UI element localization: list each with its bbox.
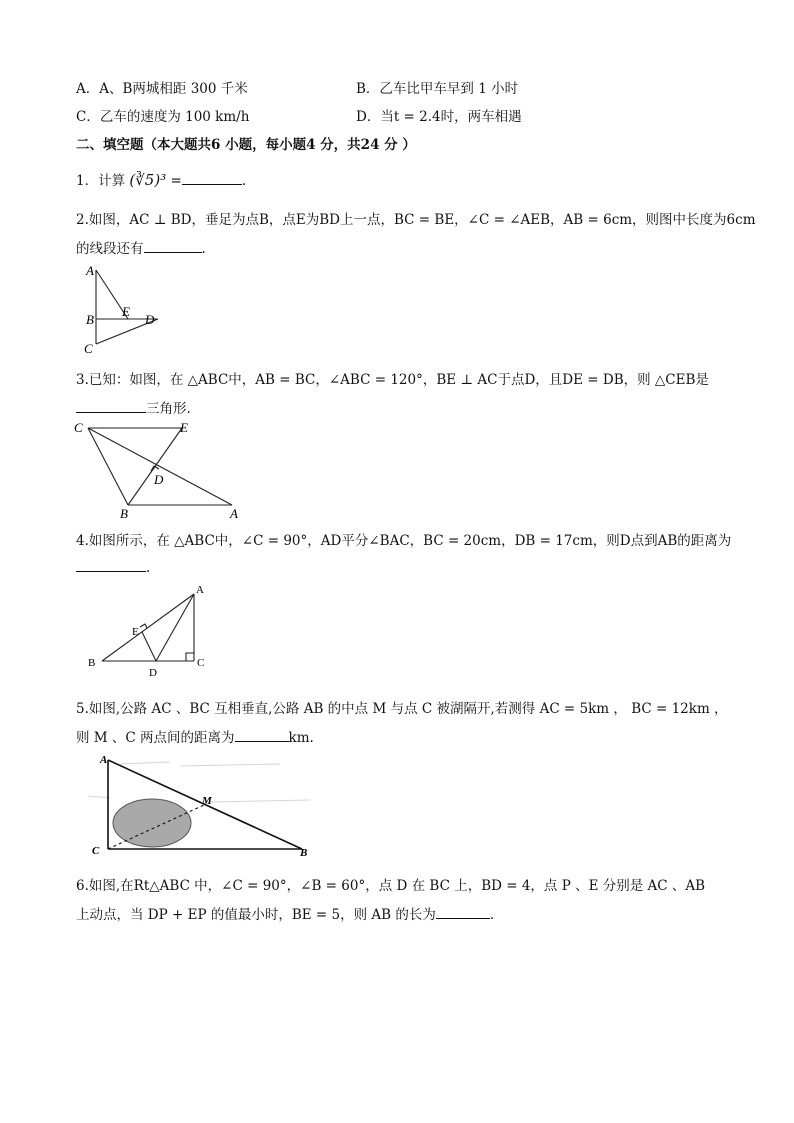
option-a: A．A、B两城相距 300 千米 (76, 81, 248, 97)
q5-label-m: M (202, 795, 212, 807)
option-d: D．当t = 2.4时，两车相遇 (356, 109, 522, 125)
q2-label-a: A (86, 263, 94, 278)
q2-answer-blank[interactable] (144, 238, 202, 253)
q5-label-c: C (92, 845, 100, 857)
q6-line2b: . (489, 907, 495, 923)
q2-label-e: E (122, 304, 130, 319)
figure-q2 (78, 262, 168, 358)
q1-text-b: = (170, 173, 182, 189)
option-b: B．乙车比甲车早到 1 小时 (356, 81, 519, 97)
q3-line1: 3.已知：如图，在 △ABC中，AB = BC，∠ABC = 120°，BE ⊥ AC于点D，且DE = DB，则 △CEB是 (76, 372, 709, 388)
q5-line2a: 则 M 、C 两点间的距离为 (76, 730, 235, 746)
q2-label-c: C (84, 341, 93, 356)
q4-line2 (76, 557, 150, 576)
q5-line1: 5.如图,公路 AC 、BC 互相垂直,公路 AB 的中点 M 与点 C 被湖隔开,若测得 AC = 5km ， BC = 12km ， (76, 701, 728, 717)
q4-label-d: D (149, 667, 157, 679)
section-heading: 二、填空题（本大题共6 小题，每小题4 分，共24 分 ） (76, 137, 416, 153)
q2-label-b: B (86, 312, 94, 327)
q6-line2a: 上动点，当 DP + EP 的值最小时，BE = 5，则 AB 的长为 (76, 907, 436, 923)
option-c: C．乙车的速度为 100 km/h (76, 109, 250, 125)
q4-label-a: A (196, 584, 204, 596)
q4-label-b: B (88, 657, 96, 669)
q5-answer-blank[interactable] (235, 727, 289, 742)
q3-label-e: E (180, 420, 188, 435)
q1-text-a: 1．计算 (76, 173, 126, 189)
q5-label-a: A (100, 754, 108, 766)
q2-line2 (76, 237, 206, 257)
q4-answer-blank[interactable] (76, 557, 146, 572)
figure-q3 (70, 418, 250, 522)
q5-line2b: km. (288, 730, 314, 746)
q3-label-b: B (120, 506, 128, 521)
q4-line1: 4.如图所示，在 △ABC中，∠C = 90°，AD平分∠BAC，BC = 20cm，DB = 17cm，则D点到AB的距离为 (76, 533, 732, 549)
q3-answer-blank[interactable] (76, 398, 146, 413)
q4-end: . (146, 560, 151, 576)
q2-label-d: D (145, 312, 155, 327)
q4-label-c: C (197, 657, 205, 669)
figure-q4 (84, 580, 214, 680)
q5-label-b: B (300, 847, 308, 859)
q3-label-a: A (230, 506, 238, 521)
q6-line1: 6.如图,在Rt△ABC 中，∠C = 90°，∠B = 60°，点 D 在 BC 上，BD = 4，点 P 、E 分别是 AC 、AB (76, 878, 706, 894)
q3-line2-text: 三角形. (146, 401, 191, 417)
question-1 (76, 169, 246, 189)
q2-line1: 2.如图，AC ⊥ BD，垂足为点B，点E为BD上一点，BC = BE，∠C = ∠AEB，AB = 6cm，则图中长度为6cm (76, 212, 756, 228)
figure-q5 (80, 750, 320, 865)
q3-label-c: C (74, 420, 83, 435)
q3-label-d: D (154, 472, 164, 487)
q4-label-e: E (132, 626, 139, 638)
q6-line2 (76, 903, 494, 923)
q2-end: . (201, 241, 206, 257)
q1-answer-blank[interactable] (182, 170, 242, 185)
q1-text-c: . (241, 173, 247, 189)
q5-line2 (76, 726, 314, 746)
q2-line2-text: 的线段还有 (76, 241, 144, 257)
q1-expr: (∛5)³ (129, 171, 167, 189)
q6-answer-blank[interactable] (436, 904, 490, 919)
q3-line2 (76, 397, 191, 417)
